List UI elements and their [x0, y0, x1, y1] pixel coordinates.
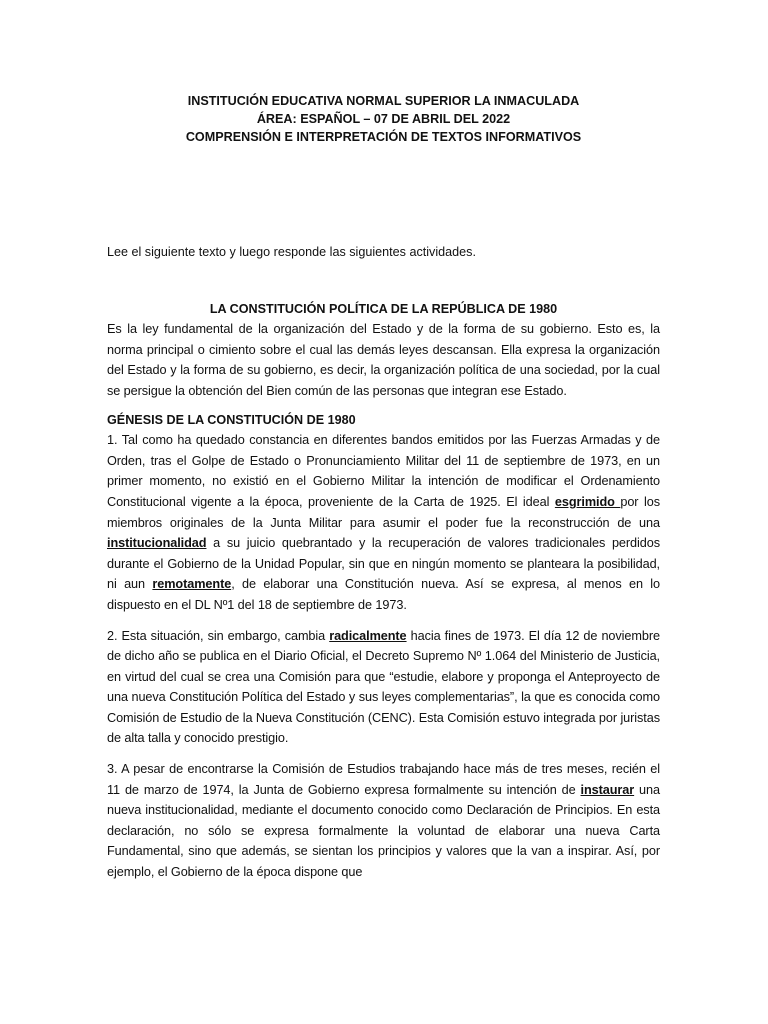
- document-header: [101, 92, 666, 146]
- instruction-text: Lee el siguiente texto y luego responde las siguientes actividades.: [107, 245, 476, 259]
- paragraph-3-text-b: una nueva institucionalidad, mediante el documento conocido como Declaración de Principios. En esta declaración, no sólo se expresa formalmente la voluntad de elaborar una nueva Carta Fundamental, sino que además, se sientan los principios y valores que la van a inspirar. Así, por ejemplo, el Gobierno de la época dispone que: [107, 782, 660, 880]
- keyword-institucionalidad: institucionalidad: [107, 536, 207, 551]
- paragraph-1-text-c: a su juicio quebrantado y la recuperación de valores tradicionales perdidos durante el Gobierno de la Unidad Popular, sin que en ningún momento se planteara la posibilidad, ni aun: [107, 536, 660, 592]
- intro-paragraph: Es la ley fundamental de la organización del Estado y de la forma de su gobierno. Esto es, la norma principal o cimiento sobre el cual las demás leyes descansan. Ella expresa la organización del Estado y la forma de su gobierno, es decir, la organización política de una sociedad, por la cual se persigue la obtención del Bien común de las personas que integran ese Estado.: [107, 322, 660, 398]
- paragraph-1-text-b: por los miembros originales de la Junta Militar para asumir el poder fue la reconstrucción de una: [107, 494, 660, 530]
- paragraph-3: [107, 759, 660, 883]
- paragraph-3-text-a: 3. A pesar de encontrarse la Comisión de Estudios trabajando hace más de tres meses, recién el 11 de marzo de 1974, la Junta de Gobierno expresa formalmente su intención de: [107, 762, 660, 797]
- keyword-instaurar: instaurar: [580, 782, 635, 797]
- topic-line: COMPRENSIÓN E INTERPRETACIÓN DE TEXTOS INFORMATIVOS: [185, 130, 582, 144]
- paragraph-1-text-d: , de elaborar una Constitución nueva. Así se expresa, al menos en lo dispuesto en el DL Nº1 del 18 de septiembre de 1973.: [107, 577, 661, 612]
- keyword-esgrimido: esgrimido: [554, 494, 621, 509]
- section-title: GÉNESIS DE LA CONSTITUCIÓN DE 1980: [107, 412, 356, 427]
- paragraph-2: [107, 626, 660, 750]
- keyword-remotamente: remotamente: [152, 577, 232, 592]
- document-title: LA CONSTITUCIÓN POLÍTICA DE LA REPÚBLICA DE 1980: [209, 301, 558, 316]
- institution-name: INSTITUCIÓN EDUCATIVA NORMAL SUPERIOR LA INMACULADA: [187, 94, 580, 108]
- subject-date-line: ÁREA: ESPAÑOL – 07 DE ABRIL DEL 2022: [256, 112, 511, 126]
- document-page: [107, 92, 660, 883]
- paragraph-2-text-a: 2. Esta situación, sin embargo, cambia: [107, 628, 330, 643]
- paragraph-1: [107, 430, 660, 615]
- paragraph-2-text-b: hacia fines de 1973. El día 12 de noviembre de dicho año se publica en el Diario Oficial, el Decreto Supremo Nº 1.064 del Ministerio de Justicia, en virtud del cual se crea una Comisión para que “estudie, elabore y proponga el Anteproyecto de una nueva Constitución Política del Estado y sus leyes complementarias”, la que es conocida como Comisión de Estudio de la Nueva Constitución (CENC). Esta Comisión estuvo integrada por juristas de alta talla y conocido prestigio.: [107, 628, 660, 746]
- paragraph-1-text-a: 1. Tal como ha quedado constancia en diferentes bandos emitidos por las Fuerzas Armadas y de Orden, tras el Golpe de Estado o Pronunciamiento Militar del 11 de septiembre de 1973, en un primer momento, no existió en el Gobierno Militar la intención de modificar el Ordenamiento Constitucional vigente a la época, proveniente de la Carta de 1925. El ideal: [107, 433, 660, 509]
- keyword-radicalmente: radicalmente: [329, 628, 407, 643]
